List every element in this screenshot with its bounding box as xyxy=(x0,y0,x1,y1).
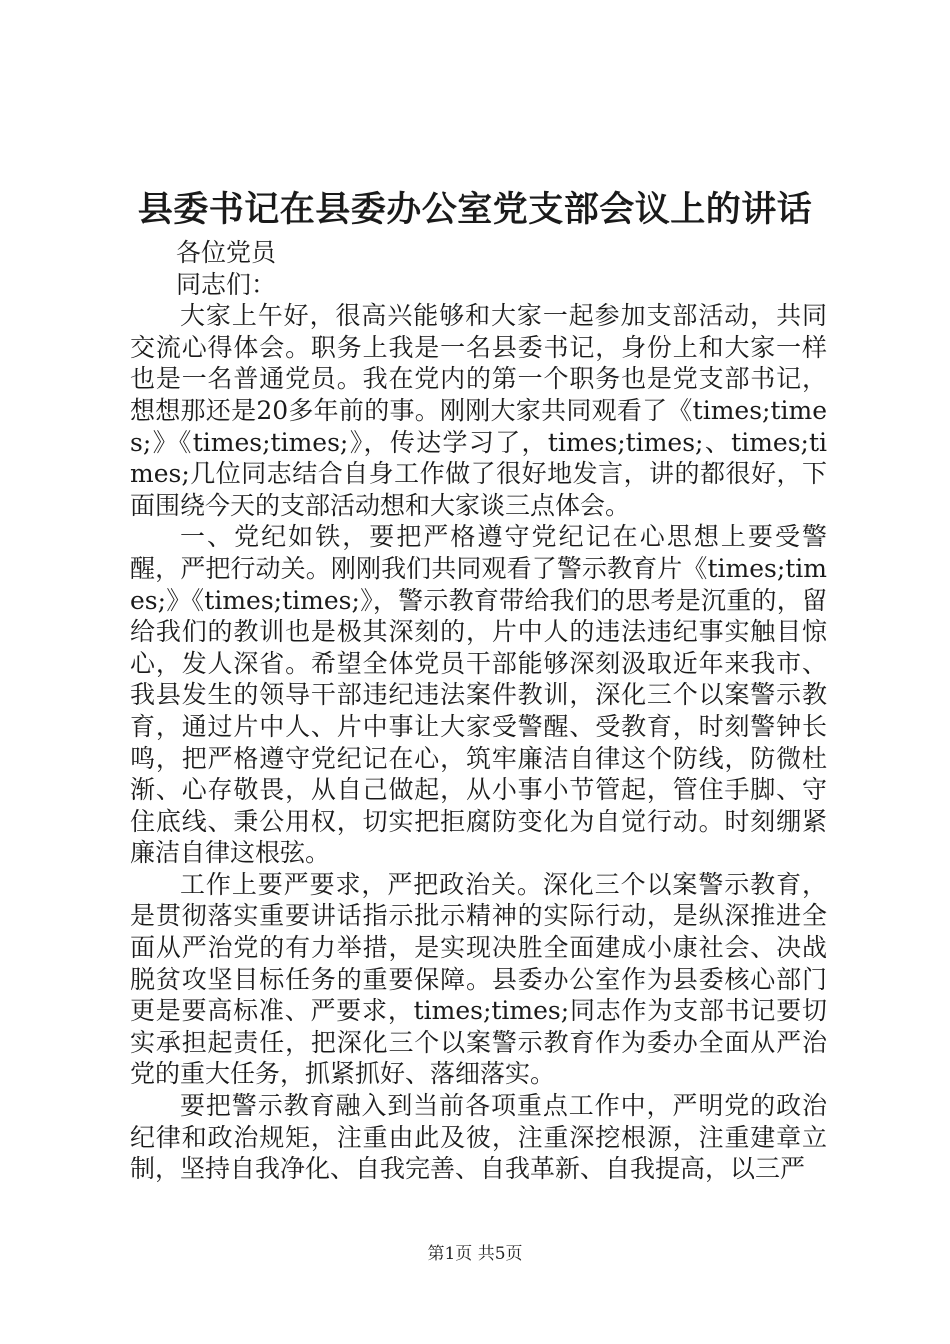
body-paragraph: 一、党纪如铁，要把严格遵守党纪记在心思想上要受警醒，严把行动关。刚刚我们共同观看了警示教育片《times;times;》《times;times;》，警示教育带给我们的思考是沉重的，留给我们的教训也是极其深刻的，片中人的违法违纪事实触目惊心，发人深省。希望全体党员干部能够深刻汲取近年来我市、我县发生的领导干部违纪违法案件教训，深化三个以案警示教育，通过片中人、片中事让大家受警醒、受教育，时刻警钟长鸣，把严格遵守党纪记在心，筑牢廉洁自律这个防线，防微杜渐、心存敬畏，从自己做起，从小事小节管起，管住手脚、守住底线、秉公用权，切实把拒腐防变化为自觉行动。时刻绷紧廉洁自律这根弦。 xyxy=(130,522,827,868)
salutation-line: 各位党员 xyxy=(176,238,277,267)
body-paragraph: 大家上午好，很高兴能够和大家一起参加支部活动，共同交流心得体会。职务上我是一名县委书记，身份上和大家一样也是一名普通党员。我在党内的第一个职务也是党支部书记，想想那还是20多年前的事。刚刚大家共同观看了《times;times;》《times;times;》，传达学习了，times;times;、times;times;几位同志结合自身工作做了很好地发言，讲的都很好，下面围绕今天的支部活动想和大家谈三点体会。 xyxy=(130,301,827,520)
page-footer: 第1页 共5页 xyxy=(427,1244,523,1264)
body-paragraph: 工作上要严要求，严把政治关。深化三个以案警示教育，是贯彻落实重要讲话指示批示精神的实际行动，是纵深推进全面从严治党的有力举措，是实现决胜全面建成小康社会、决战脱贫攻坚目标任务的重要保障。县委办公室作为县委核心部门更是要高标准、严要求，times;times;同志作为支部书记要切实承担起责任，把深化三个以案警示教育作为委办全面从严治党的重大任务，抓紧抓好、落细落实。 xyxy=(130,869,827,1089)
document-body xyxy=(130,237,827,1185)
document-title: 县委书记在县委办公室党支部会议上的讲话 xyxy=(137,189,813,230)
body-paragraph: 要把警示教育融入到当前各项重点工作中，严明党的政治纪律和政治规矩，注重由此及彼，注重深挖根源，注重建章立制，坚持自我净化、自我完善、自我革新、自我提高，以三严 xyxy=(130,1091,827,1184)
salutation-line: 同志们： xyxy=(176,269,277,299)
